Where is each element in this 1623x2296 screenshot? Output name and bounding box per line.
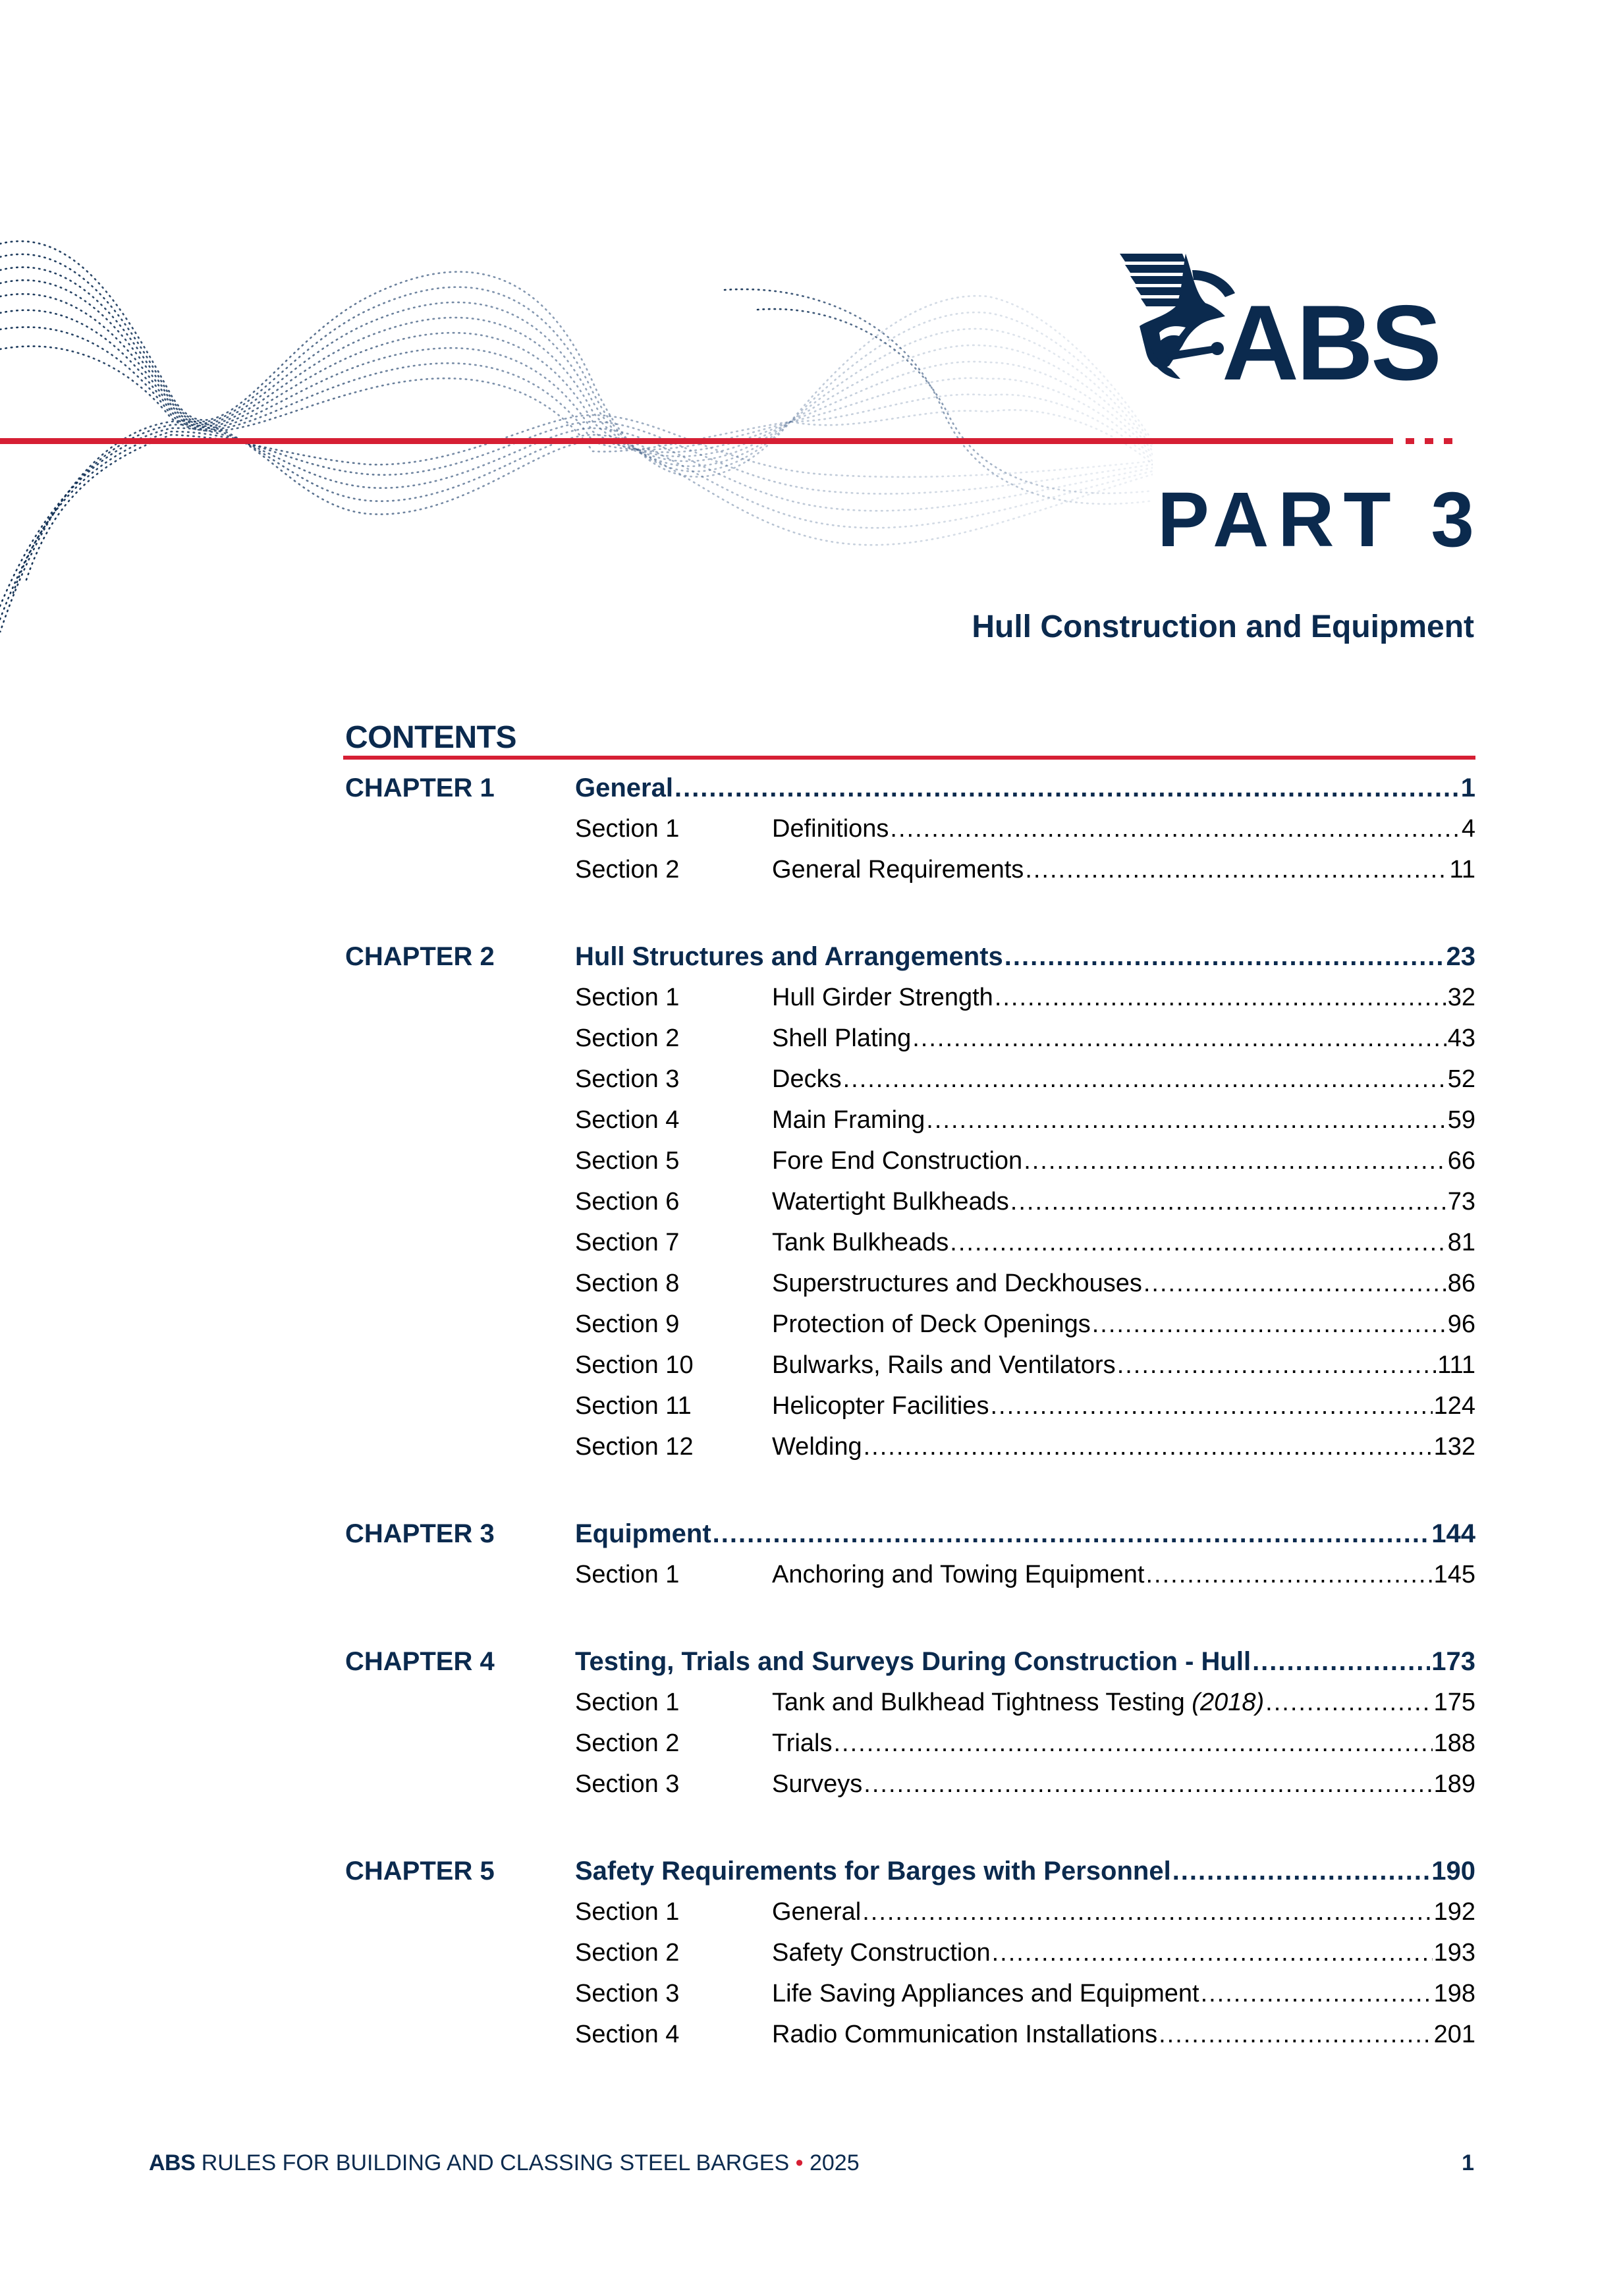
section-page-number: 32 xyxy=(1447,983,1475,1011)
chapter-1 xyxy=(345,768,1475,890)
section-title-link[interactable]: General Requirements xyxy=(772,855,1024,883)
part-subtitle: Hull Construction and Equipment xyxy=(972,609,1474,644)
page-number: 1 xyxy=(1462,2150,1474,2175)
chapter-2 xyxy=(345,936,1475,1467)
section-entry[interactable] xyxy=(345,1932,1475,1973)
section-label: Section 6 xyxy=(575,1187,680,1216)
section-entry[interactable] xyxy=(345,1764,1475,1805)
section-label: Section 3 xyxy=(575,1770,680,1798)
dot-leader xyxy=(950,1229,1446,1257)
section-label: Section 10 xyxy=(575,1351,694,1379)
section-title-link[interactable]: Protection of Deck Openings xyxy=(772,1310,1091,1338)
section-label: Section 1 xyxy=(575,1897,680,1926)
abs-logo-text: ABS xyxy=(1222,283,1440,403)
dot-leader xyxy=(843,1065,1446,1094)
section-title-link[interactable]: Helicopter Facilities xyxy=(772,1391,989,1420)
footer-separator: • xyxy=(795,2150,804,2175)
section-page-number: 86 xyxy=(1447,1269,1475,1297)
section-entry[interactable] xyxy=(345,1554,1475,1595)
section-label: Section 1 xyxy=(575,983,680,1011)
dot-leader xyxy=(1252,1647,1430,1677)
chapter-entry[interactable] xyxy=(345,768,1475,808)
section-entry[interactable] xyxy=(345,977,1475,1018)
section-page-number: 145 xyxy=(1433,1560,1475,1588)
chapter-title-link[interactable]: Safety Requirements for Barges with Personnel xyxy=(575,1856,1171,1886)
section-label: Section 1 xyxy=(575,1560,680,1588)
section-page-number: 193 xyxy=(1433,1938,1475,1967)
section-entry[interactable] xyxy=(345,1426,1475,1467)
dot-leader xyxy=(1201,1980,1433,2008)
section-label: Section 2 xyxy=(575,1024,680,1052)
dot-leader xyxy=(1010,1188,1446,1216)
section-title-link[interactable]: Decks xyxy=(772,1065,842,1093)
dot-leader xyxy=(864,1433,1433,1461)
section-label: Section 1 xyxy=(575,1688,680,1716)
chapter-title-link[interactable]: Hull Structures and Arrangements xyxy=(575,941,1003,971)
dot-leader xyxy=(1172,1857,1431,1886)
chapter-label: CHAPTER 4 xyxy=(345,1646,495,1676)
dot-leader xyxy=(912,1024,1446,1053)
footer-title: RULES FOR BUILDING AND CLASSING STEEL BARGES xyxy=(201,2150,790,2175)
chapter-page-number: 190 xyxy=(1431,1856,1475,1886)
section-entry[interactable] xyxy=(345,2014,1475,2055)
section-title-link[interactable]: Anchoring and Towing Equipment xyxy=(772,1560,1145,1588)
section-title-link[interactable]: Shell Plating xyxy=(772,1024,912,1052)
dot-leader xyxy=(674,773,1460,803)
section-entry[interactable] xyxy=(345,1723,1475,1764)
section-title-link[interactable]: Main Framing xyxy=(772,1106,925,1134)
dot-leader xyxy=(833,1729,1432,1758)
eagle-anchor-icon xyxy=(1120,254,1238,385)
section-title-link[interactable]: Superstructures and Deckhouses xyxy=(772,1269,1142,1297)
section-entry[interactable] xyxy=(345,1304,1475,1345)
dot-leader xyxy=(1159,2021,1433,2049)
section-entry[interactable] xyxy=(345,1140,1475,1181)
header-rule-square xyxy=(1444,438,1452,444)
chapter-page-number: 144 xyxy=(1431,1519,1475,1548)
section-label: Section 3 xyxy=(575,1979,680,2007)
section-page-number: 66 xyxy=(1447,1146,1475,1175)
section-title-link[interactable]: Hull Girder Strength xyxy=(772,983,993,1011)
dot-leader xyxy=(864,1770,1432,1799)
section-entry[interactable] xyxy=(345,1100,1475,1140)
dot-leader xyxy=(1004,942,1445,972)
chapter-4 xyxy=(345,1641,1475,1805)
section-entry[interactable] xyxy=(345,1682,1475,1723)
section-page-number: 201 xyxy=(1433,2020,1475,2048)
dot-leader xyxy=(1092,1310,1446,1339)
footer-year: 2025 xyxy=(809,2150,860,2175)
contents-red-rule xyxy=(343,756,1475,760)
page-footer xyxy=(149,2152,860,2174)
footer-brand: ABS xyxy=(149,2150,196,2175)
section-entry[interactable] xyxy=(345,1018,1475,1059)
dot-leader xyxy=(1024,1147,1446,1175)
section-entry[interactable] xyxy=(345,1059,1475,1100)
chapter-title-link[interactable]: Equipment xyxy=(575,1519,711,1548)
section-title-link[interactable]: Definitions xyxy=(772,814,889,843)
chapter-3 xyxy=(345,1513,1475,1595)
section-entry[interactable] xyxy=(345,1263,1475,1304)
dot-leader xyxy=(992,1939,1433,1967)
section-title-link[interactable]: Welding xyxy=(772,1432,862,1461)
section-entry[interactable] xyxy=(345,1891,1475,1932)
section-page-number: 188 xyxy=(1433,1729,1475,1757)
dot-leader xyxy=(1145,1561,1432,1589)
chapter-page-number: 1 xyxy=(1460,773,1475,802)
dot-leader xyxy=(713,1519,1431,1549)
section-page-number: 4 xyxy=(1461,814,1475,843)
section-entry[interactable] xyxy=(345,1181,1475,1222)
section-page-number: 52 xyxy=(1447,1065,1475,1093)
section-page-number: 11 xyxy=(1449,855,1475,883)
section-page-number: 189 xyxy=(1433,1770,1475,1798)
section-label: Section 11 xyxy=(575,1391,692,1420)
section-title-link[interactable]: Bulwarks, Rails and Ventilators xyxy=(772,1351,1116,1379)
section-page-number: 132 xyxy=(1433,1432,1475,1461)
section-title-text: Tank and Bulkhead Tightness Testing xyxy=(772,1688,1185,1716)
dot-leader xyxy=(1117,1351,1437,1380)
part-title: PART 3 xyxy=(1157,476,1483,563)
section-title-link[interactable]: Fore End Construction xyxy=(772,1146,1023,1175)
section-entry[interactable] xyxy=(345,1973,1475,2014)
header-rule-square xyxy=(1425,438,1433,444)
table-of-contents xyxy=(345,768,1475,2101)
section-page-number: 73 xyxy=(1447,1187,1475,1216)
chapter-entry[interactable] xyxy=(345,936,1475,977)
chapter-5 xyxy=(345,1851,1475,2055)
section-entry[interactable] xyxy=(345,1345,1475,1386)
chapter-page-number: 23 xyxy=(1446,941,1475,971)
chapter-label: CHAPTER 5 xyxy=(345,1856,495,1886)
section-title-link[interactable]: Safety Construction xyxy=(772,1938,991,1967)
section-title-link[interactable]: General xyxy=(772,1897,862,1926)
chapter-title-link[interactable]: Testing, Trials and Surveys During Construction - Hull xyxy=(575,1646,1252,1676)
chapter-entry[interactable] xyxy=(345,1513,1475,1554)
dotted-wave-decoration xyxy=(0,224,1153,632)
dot-leader xyxy=(926,1106,1446,1134)
section-entry[interactable] xyxy=(345,849,1475,890)
chapter-label: CHAPTER 3 xyxy=(345,1519,495,1548)
section-title-link[interactable] xyxy=(772,1689,1264,1717)
section-page-number: 124 xyxy=(1433,1391,1475,1420)
section-label: Section 2 xyxy=(575,1729,680,1757)
section-label: Section 7 xyxy=(575,1228,680,1256)
dot-leader xyxy=(1265,1689,1432,1717)
dot-leader xyxy=(1143,1270,1446,1298)
section-label: Section 2 xyxy=(575,855,680,883)
section-title-link[interactable]: Life Saving Appliances and Equipment xyxy=(772,1979,1199,2007)
section-label: Section 9 xyxy=(575,1310,680,1338)
dot-leader xyxy=(1025,856,1448,884)
section-label: Section 1 xyxy=(575,814,680,843)
chapter-label: CHAPTER 2 xyxy=(345,941,495,971)
dot-leader xyxy=(862,1898,1432,1926)
section-label: Section 4 xyxy=(575,1106,680,1134)
section-page-number: 96 xyxy=(1447,1310,1475,1338)
header-rule-square xyxy=(1406,438,1414,444)
section-label: Section 5 xyxy=(575,1146,680,1175)
dot-leader xyxy=(995,984,1446,1012)
section-entry[interactable] xyxy=(345,1222,1475,1263)
header-red-rule xyxy=(0,438,1393,444)
section-title-link[interactable]: Surveys xyxy=(772,1770,863,1798)
chapter-label: CHAPTER 1 xyxy=(345,773,495,802)
chapter-page-number: 173 xyxy=(1431,1646,1475,1676)
section-label: Section 3 xyxy=(575,1065,680,1093)
section-entry[interactable] xyxy=(345,1386,1475,1426)
dot-leader xyxy=(990,1392,1432,1420)
section-label: Section 4 xyxy=(575,2020,680,2048)
dot-leader xyxy=(890,815,1460,843)
chapter-entry[interactable] xyxy=(345,1641,1475,1682)
section-label: Section 8 xyxy=(575,1269,680,1297)
chapter-title-link[interactable]: General xyxy=(575,773,673,802)
section-label: Section 2 xyxy=(575,1938,680,1967)
section-page-number: 175 xyxy=(1433,1688,1475,1716)
section-title-link[interactable]: Tank Bulkheads xyxy=(772,1228,949,1256)
section-page-number: 81 xyxy=(1447,1228,1475,1256)
section-page-number: 198 xyxy=(1433,1979,1475,2007)
revision-note: (2018) xyxy=(1192,1688,1265,1716)
section-title-link[interactable]: Trials xyxy=(772,1729,833,1757)
section-page-number: 192 xyxy=(1433,1897,1475,1926)
section-title-link[interactable]: Radio Communication Installations xyxy=(772,2020,1158,2048)
section-page-number: 59 xyxy=(1447,1106,1475,1134)
section-label: Section 12 xyxy=(575,1432,694,1461)
chapter-entry[interactable] xyxy=(345,1851,1475,1891)
section-page-number: 111 xyxy=(1437,1351,1475,1379)
section-title-link[interactable]: Watertight Bulkheads xyxy=(772,1187,1009,1216)
section-entry[interactable] xyxy=(345,808,1475,849)
contents-heading: CONTENTS xyxy=(345,720,516,755)
section-page-number: 43 xyxy=(1447,1024,1475,1052)
